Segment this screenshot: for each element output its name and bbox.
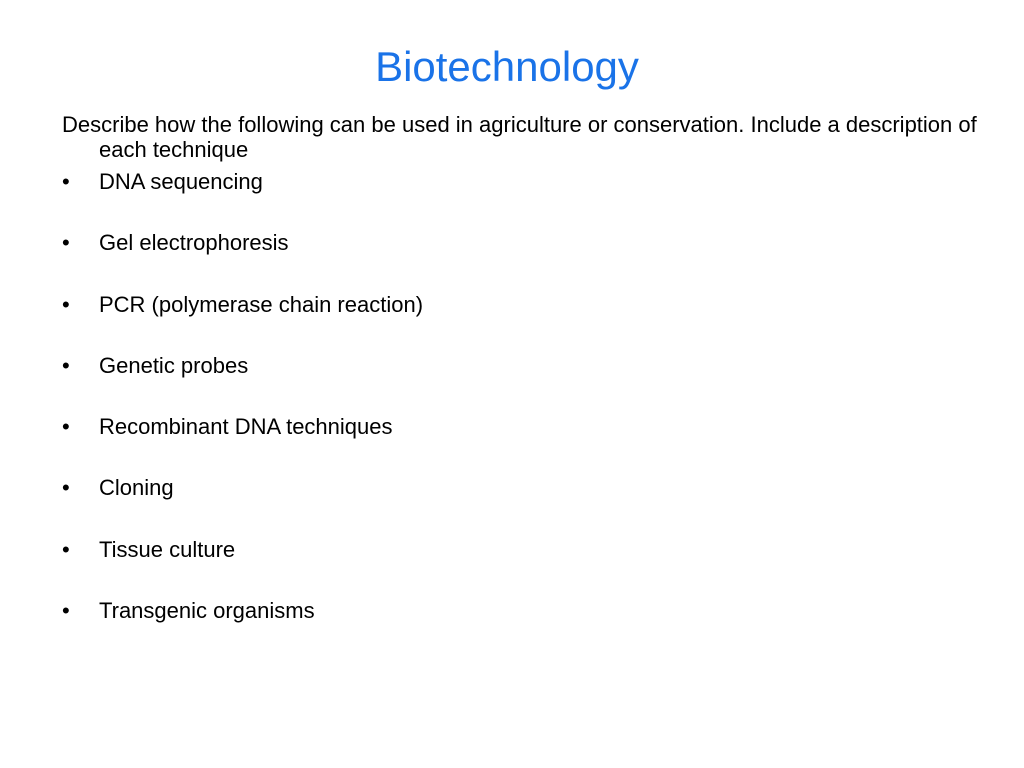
bullet-item-dna-sequencing <box>62 169 962 230</box>
bullet-item-tissue-culture <box>62 537 962 598</box>
bullet-text: Genetic probes <box>99 352 249 378</box>
bullet-item-transgenic-organisms <box>62 598 962 659</box>
slide-title: Biotechnology <box>375 43 639 90</box>
bullet-icon: • <box>62 230 70 256</box>
bullet-icon: • <box>62 475 70 501</box>
bullet-text: Recombinant DNA techniques <box>99 414 393 440</box>
bullet-icon: • <box>62 169 70 194</box>
bullet-list <box>62 169 962 659</box>
bullet-icon: • <box>62 598 70 624</box>
bullet-text: Gel electrophoresis <box>99 230 289 256</box>
bullet-item-pcr <box>62 292 962 353</box>
bullet-text: DNA sequencing <box>99 169 263 194</box>
slide-body <box>62 112 977 659</box>
bullet-item-recombinant-dna <box>62 414 962 475</box>
bullet-item-cloning <box>62 475 962 536</box>
bullet-icon: • <box>62 352 70 378</box>
bullet-text: Tissue culture <box>99 536 236 562</box>
bullet-icon: • <box>62 414 70 440</box>
bullet-item-gel-electrophoresis <box>62 230 962 291</box>
bullet-item-genetic-probes <box>62 353 962 414</box>
intro-text: Describe how the following can be used in agriculture or conservation. Include a description of each technique <box>62 112 977 162</box>
bullet-text: Transgenic organisms <box>99 598 315 624</box>
bullet-text: Cloning <box>99 475 174 501</box>
bullet-icon: • <box>62 291 70 317</box>
bullet-icon: • <box>62 536 70 562</box>
bullet-text: PCR (polymerase chain reaction) <box>99 291 424 317</box>
